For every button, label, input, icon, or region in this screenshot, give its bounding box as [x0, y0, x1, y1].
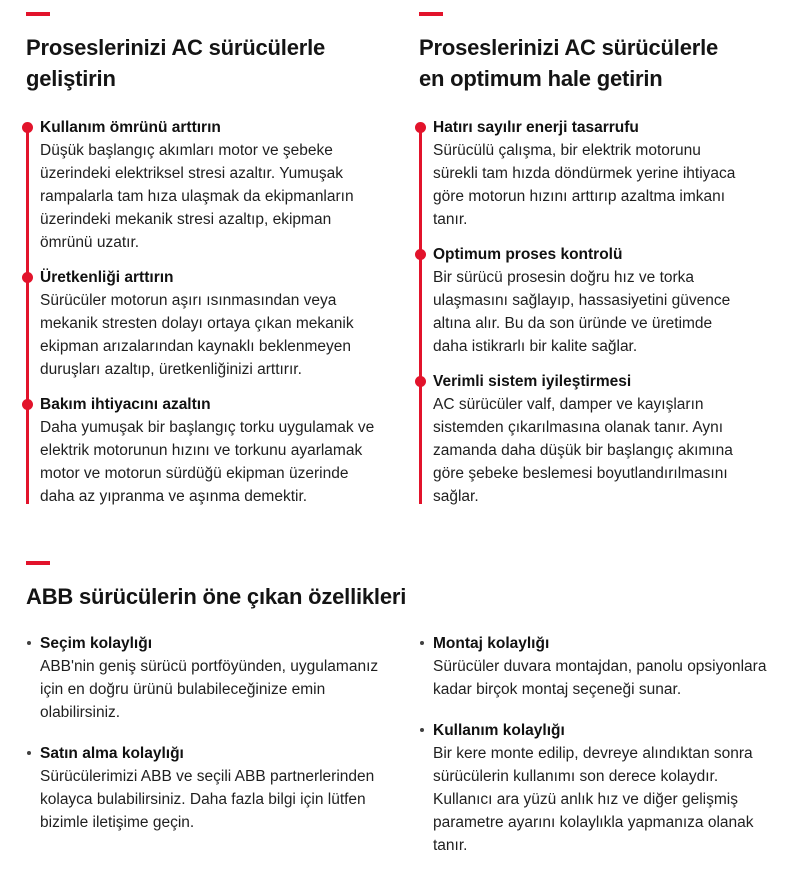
- feature-title: Üretkenliği arttırın: [40, 269, 174, 286]
- feature-body: Bir sürücü prosesin doğru hız ve torka ulaşmasını sağlayıp, hassasiyetini güvence altına alır. Bu da son üründe ve üretimde daha istikrarlı bir kalite sağlar.: [433, 269, 731, 355]
- section-optimize: [419, 12, 741, 508]
- feature-item: [40, 116, 382, 254]
- timeline-line: [26, 124, 29, 504]
- accent-dash-icon: [26, 12, 50, 16]
- feature-title: Hatırı sayılır enerji tasarrufu: [433, 119, 639, 136]
- feature-body: AC sürücüler valf, damper ve kayışların sistemden çıkarılmasına olanak tanır. Aynı zamanda daha düşük bir başlangıç akımına göre şebeke beslemesi boyutlandırılmasını sağlar.: [433, 396, 733, 505]
- highlight-body: Bir kere monte edilip, devreye alındıktan sonra sürücülerin kullanımı son derece kolaydır. Kullanıcı ara yüzü anlık hız ve diğer gelişmiş parametre ayarını kolaylıkla yapmanıza olanak tanır.: [433, 745, 754, 854]
- section-improve: [26, 12, 382, 508]
- highlight-item: [419, 632, 779, 701]
- highlight-item: [26, 742, 400, 834]
- timeline-dot-icon: [415, 122, 426, 133]
- feature-list-improve: [26, 116, 382, 508]
- timeline-dot-icon: [415, 249, 426, 260]
- timeline-dot-icon: [22, 272, 33, 283]
- highlight-title: Seçim kolaylığı: [40, 635, 152, 652]
- feature-body: Sürücüler motorun aşırı ısınmasından veya mekanik stresten dolayı ortaya çıkan mekanik ekipman arızalarından kaynaklı beklenmeyen duruşları azaltıp, üretkenliğinizi arttırır.: [40, 292, 354, 378]
- highlights-right-column: [419, 632, 779, 857]
- feature-title: Bakım ihtiyacını azaltın: [40, 396, 211, 413]
- highlight-body: ABB'nin geniş sürücü portföyünden, uygulamanız için en doğru ürünü bulabileceğinize emin olabilirsiniz.: [40, 658, 379, 721]
- bullet-dot-icon: [27, 641, 31, 645]
- timeline-dot-icon: [22, 122, 33, 133]
- feature-item: [433, 370, 741, 508]
- section-highlights: [26, 561, 788, 854]
- bullet-dot-icon: [420, 728, 424, 732]
- section-title-improve: Proseslerinizi AC sürücülerle geliştirin: [26, 35, 326, 91]
- feature-title: Kullanım ömrünü arttırın: [40, 119, 221, 136]
- timeline-dot-icon: [415, 376, 426, 387]
- feature-item: [40, 393, 382, 508]
- section-title-highlights: ABB sürücülerin öne çıkan özellikleri: [26, 584, 407, 609]
- timeline-dot-icon: [22, 399, 33, 410]
- timeline-line: [419, 124, 422, 504]
- feature-body: Daha yumuşak bir başlangıç torku uygulamak ve elektrik motorunun hızını ve torkunu ayarlamak motor ve motorun sürdüğü ekipman üzerinde daha az yıpranma ve aşınma demektir.: [40, 419, 375, 505]
- feature-body: Sürücülü çalışma, bir elektrik motorunu sürekli tam hızda döndürmek yerine ihtiyaca göre motorun hızını arttırıp azaltma imkanı tanır.: [433, 142, 736, 228]
- accent-dash-icon: [419, 12, 443, 16]
- highlight-body: Sürücülerimizi ABB ve seçili ABB partnerlerinden kolayca bulabilirsiniz. Daha fazla bilgi için lütfen bizimle iletişime geçin.: [40, 768, 375, 831]
- highlight-title: Satın alma kolaylığı: [40, 745, 184, 762]
- highlight-item: [419, 719, 779, 857]
- highlight-title: Montaj kolaylığı: [433, 635, 550, 652]
- section-title-optimize: Proseslerinizi AC sürücülerle en optimum hale getirin: [419, 35, 719, 91]
- feature-item: [433, 116, 741, 231]
- bullet-dot-icon: [27, 751, 31, 755]
- feature-title: Optimum proses kontrolü: [433, 246, 623, 263]
- feature-body: Düşük başlangıç akımları motor ve şebeke üzerindeki elektriksel stresi azaltır. Yumuşak rampalarla tam hıza ulaşmak da ekipmanların üzerindeki mekanik stresi azaltıp, ekipman ömrünü uzatır.: [40, 142, 354, 251]
- feature-item: [433, 243, 741, 358]
- accent-dash-icon: [26, 561, 50, 565]
- feature-item: [40, 266, 382, 381]
- highlight-title: Kullanım kolaylığı: [433, 722, 565, 739]
- feature-title: Verimli sistem iyileştirmesi: [433, 373, 632, 390]
- highlight-body: Sürücüler duvara montajdan, panolu opsiyonlara kadar birçok montaj seçeneği sunar.: [433, 658, 767, 698]
- feature-list-optimize: [419, 116, 741, 508]
- bullet-dot-icon: [420, 641, 424, 645]
- highlights-left-column: [26, 632, 400, 834]
- highlight-item: [26, 632, 400, 724]
